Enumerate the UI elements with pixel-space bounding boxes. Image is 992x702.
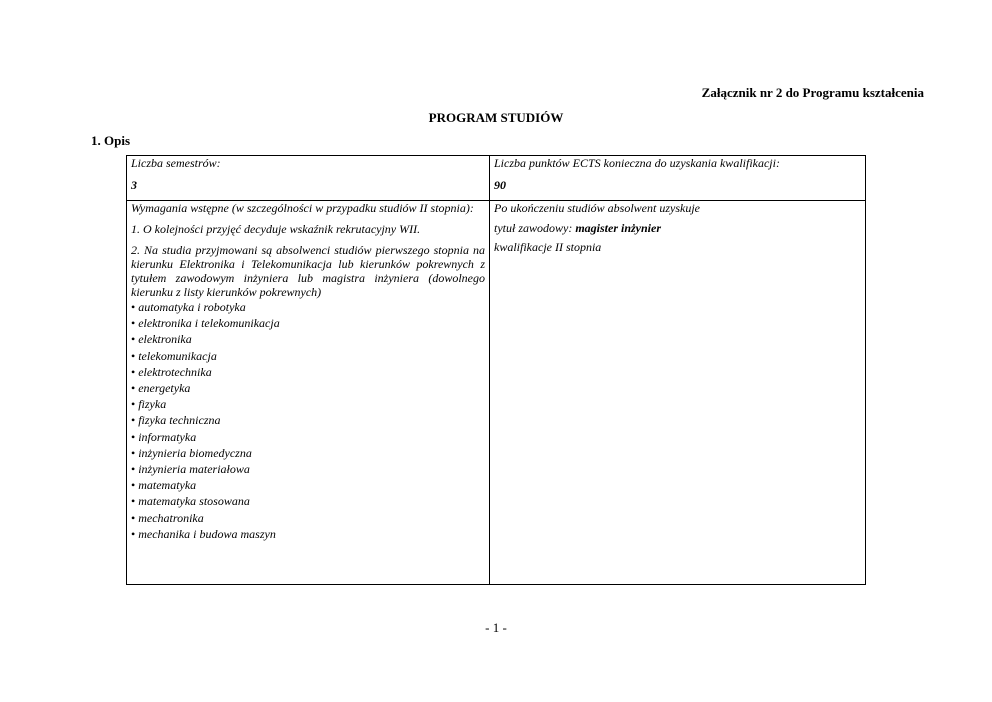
bullet-icon: • [131, 364, 136, 379]
list-item [131, 445, 485, 461]
bullet-icon: • [131, 494, 136, 509]
list-item [131, 396, 485, 412]
description-table [126, 155, 866, 585]
field-label: mechanika i budowa maszyn [138, 526, 276, 541]
bullet-icon: • [131, 332, 136, 347]
list-item [131, 380, 485, 396]
annex-note: Załącznik nr 2 do Programu kształcenia [701, 85, 924, 100]
qualification-level: kwalifikacje II stopnia [494, 240, 602, 254]
bullet-icon: • [131, 300, 136, 314]
professional-title [494, 221, 861, 235]
graduate-cell [490, 201, 866, 585]
bullet-icon: • [131, 510, 136, 525]
field-label: inżynieria biomedyczna [138, 445, 252, 460]
list-item [131, 364, 485, 380]
field-label: energetyka [138, 381, 191, 396]
list-item [131, 526, 485, 542]
semesters-cell [127, 156, 490, 201]
ects-cell [490, 156, 866, 201]
related-fields-list [131, 299, 485, 542]
field-label: elektronika [138, 332, 192, 347]
list-item [131, 510, 485, 526]
requirements-cell [127, 201, 490, 585]
bullet-icon: • [131, 445, 136, 460]
field-label: fizyka techniczna [138, 413, 221, 428]
list-item [131, 331, 485, 347]
section-heading: 1. Opis [91, 133, 131, 148]
field-label: inżynieria materiałowa [138, 462, 250, 477]
list-item [131, 348, 485, 364]
bullet-icon: • [131, 397, 136, 412]
graduate-intro: Po ukończeniu studiów absolwent uzyskuje [494, 201, 700, 215]
bullet-icon: • [131, 348, 136, 363]
requirement-1: 1. O kolejności przyjęć decyduje wskaźnik rekrutacyjny WII. [131, 222, 421, 236]
list-item [131, 493, 485, 509]
semesters-value: 3 [131, 178, 137, 192]
page-number: - 1 - [485, 620, 507, 635]
field-label: elektronika i telekomunikacja [138, 316, 280, 331]
field-label: telekomunikacja [138, 348, 217, 363]
requirement-2: 2. Na studia przyjmowani są absolwenci studiów pierwszego stopnia na kierunku Elektronika i Telekomunikacja lub kierunków pokrewnych z tytułem zawodowym inżyniera lub magistra inżyniera (dowolnego kierunku z listy kierunków pokrewnych) [131, 243, 485, 299]
list-item [131, 315, 485, 331]
bullet-icon: • [131, 316, 136, 331]
field-label: mechatronika [138, 510, 204, 525]
ects-label: Liczba punktów ECTS konieczna do uzyskania kwalifikacji: [494, 156, 780, 170]
title-value: magister inżynier [575, 221, 662, 235]
field-label: fizyka [138, 397, 167, 412]
bullet-icon: • [131, 381, 136, 396]
requirements-label: Wymagania wstępne (w szczególności w przypadku studiów II stopnia): [131, 201, 474, 215]
list-item [131, 461, 485, 477]
list-item [131, 299, 485, 315]
bullet-icon: • [131, 462, 136, 477]
list-item [131, 429, 485, 445]
field-label: matematyka stosowana [138, 494, 250, 509]
list-item [131, 477, 485, 493]
table-row [127, 156, 866, 201]
ects-value: 90 [494, 178, 506, 192]
semesters-label: Liczba semestrów: [131, 156, 221, 170]
title-label: tytuł zawodowy: [494, 221, 573, 235]
bullet-icon: • [131, 526, 136, 541]
list-item [131, 412, 485, 428]
table-row [127, 201, 866, 585]
field-label: informatyka [138, 429, 197, 444]
field-label: matematyka [138, 478, 197, 493]
field-label: automatyka i robotyka [138, 300, 246, 314]
bullet-icon: • [131, 413, 136, 428]
bullet-icon: • [131, 429, 136, 444]
field-label: elektrotechnika [138, 364, 212, 379]
page-title: PROGRAM STUDIÓW [428, 110, 564, 125]
bullet-icon: • [131, 478, 136, 493]
